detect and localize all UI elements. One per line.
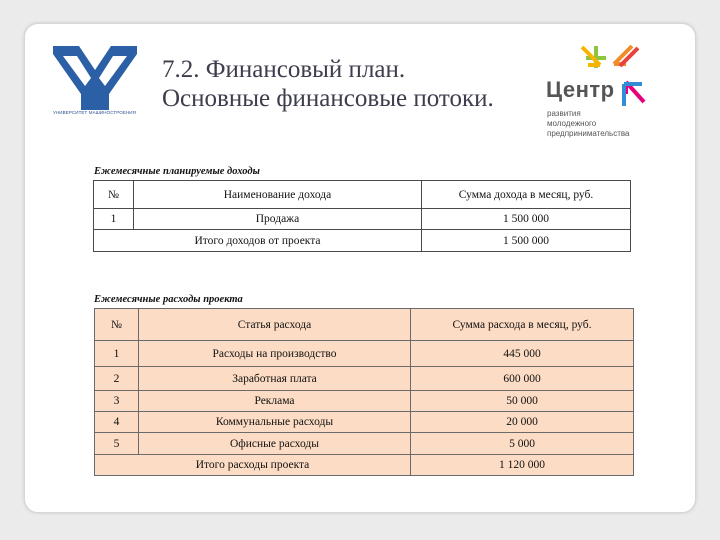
expenses-row-name: Расходы на производство (139, 341, 411, 367)
table-row (95, 367, 634, 391)
university-logo-caption: УНИВЕРСИТЕТ МАШИНОСТРОЕНИЯ (53, 110, 136, 115)
expenses-row-num: 2 (95, 367, 139, 391)
expenses-row-name: Заработная плата (139, 367, 411, 391)
expenses-row-amount: 20 000 (411, 412, 634, 433)
expenses-row-amount: 50 000 (411, 391, 634, 412)
expenses-header-name: Статья расхода (139, 309, 411, 341)
expenses-row-name: Коммунальные расходы (139, 412, 411, 433)
income-table (93, 180, 631, 252)
expenses-row-num: 1 (95, 341, 139, 367)
table-row (95, 341, 634, 367)
income-total-row (94, 230, 631, 252)
university-logo-icon (53, 46, 137, 118)
expenses-caption: Ежемесячные расходы проекта (94, 294, 243, 305)
expenses-row-num: 5 (95, 433, 139, 455)
center-logo-subtitle: развития молодежного предпринимательства (547, 109, 630, 138)
income-header-row (94, 181, 631, 209)
page-title (162, 55, 494, 113)
expenses-table (94, 308, 634, 476)
income-header-name: Наименование дохода (134, 181, 422, 209)
expenses-row-amount: 600 000 (411, 367, 634, 391)
center-logo-word: Центр (546, 77, 615, 102)
table-row (95, 412, 634, 433)
income-header-amount: Сумма дохода в месяц, руб. (422, 181, 631, 209)
expenses-total-row (95, 455, 634, 476)
income-caption: Ежемесячные планируемые доходы (94, 166, 260, 177)
expenses-row-num: 4 (95, 412, 139, 433)
expenses-total-label: Итого расходы проекта (95, 455, 411, 476)
expenses-row-name: Реклама (139, 391, 411, 412)
income-total-label: Итого доходов от проекта (94, 230, 422, 252)
expenses-row-amount: 5 000 (411, 433, 634, 455)
expenses-header-row (95, 309, 634, 341)
expenses-header-num: № (95, 309, 139, 341)
title-line-1: 7.2. Финансовый план. (162, 56, 406, 83)
income-row-name: Продажа (134, 209, 422, 230)
income-row-amount: 1 500 000 (422, 209, 631, 230)
expenses-header-amount: Сумма расхода в месяц, руб. (411, 309, 634, 341)
expenses-row-num: 3 (95, 391, 139, 412)
expenses-row-name: Офисные расходы (139, 433, 411, 455)
table-row (95, 433, 634, 455)
income-header-num: № (94, 181, 134, 209)
income-row-num: 1 (94, 209, 134, 230)
expenses-total-amount: 1 120 000 (411, 455, 634, 476)
expenses-row-amount: 445 000 (411, 341, 634, 367)
income-total-amount: 1 500 000 (422, 230, 631, 252)
table-row (94, 209, 631, 230)
title-line-2: Основные финансовые потоки. (162, 85, 494, 112)
table-row (95, 391, 634, 412)
